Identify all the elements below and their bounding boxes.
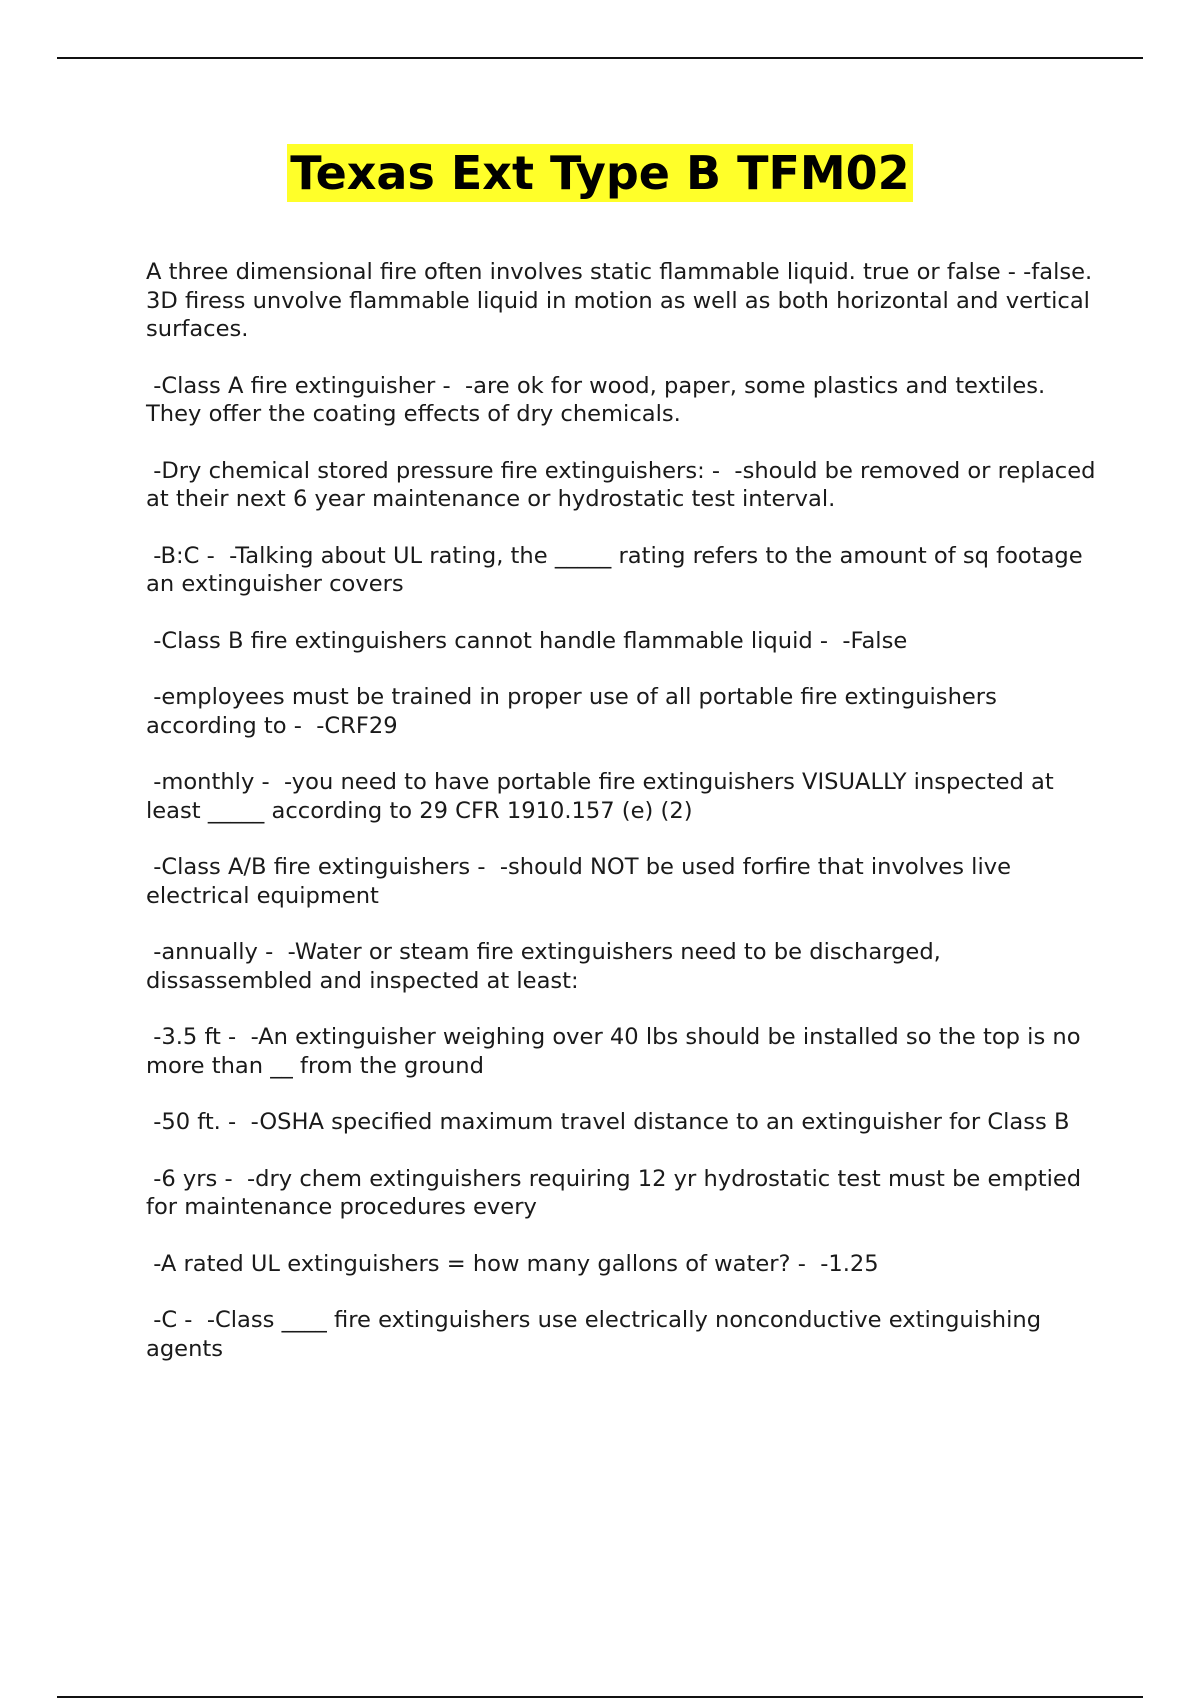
paragraph: -Class B fire extinguishers cannot handle flammable liquid - -False	[146, 627, 908, 654]
paragraph: -50 ft. - -OSHA specified maximum travel distance to an extinguisher for Class B	[146, 1109, 1070, 1135]
top-rule	[57, 57, 1143, 59]
paragraph: -annually - -Water or steam fire extinguishers need to be discharged, dissassembled and inspected at least:	[146, 939, 949, 994]
bottom-rule	[57, 1696, 1143, 1698]
document-body	[146, 258, 1103, 1391]
document-title: Texas Ext Type B TFM02	[287, 144, 912, 202]
paragraph: A three dimensional fire often involves static flammable liquid. true or false - -false. 3D firess unvolve flammable liquid in motion as well as both horizontal and vertical surfaces.	[146, 259, 1100, 342]
paragraph: -3.5 ft - -An extinguisher weighing over 40 lbs should be installed so the top is no more than __ from the ground	[146, 1024, 1088, 1079]
paragraph: -employees must be trained in proper use of all portable fire extinguishers according to - -CRF29	[146, 684, 1005, 739]
paragraph: -6 yrs - -dry chem extinguishers requiring 12 yr hydrostatic test must be emptied for maintenance procedures every	[146, 1165, 1089, 1220]
title-container	[0, 144, 1200, 202]
paragraph: -Class A fire extinguisher - -are ok for wood, paper, some plastics and textiles. They offer the coating effects of dry chemicals.	[146, 372, 1053, 427]
paragraph: -B:C - -Talking about UL rating, the _____ rating refers to the amount of sq footage an extinguisher covers	[146, 542, 1090, 597]
paragraph: -Dry chemical stored pressure fire extinguishers: - -should be removed or replaced at their next 6 year maintenance or hydrostatic test interval.	[146, 457, 1103, 512]
paragraph: -C - -Class ____ fire extinguishers use electrically nonconductive extinguishing agents	[146, 1307, 1049, 1362]
paragraph: -A rated UL extinguishers = how many gallons of water? - -1.25	[146, 1250, 879, 1277]
paragraph: -Class A/B fire extinguishers - -should NOT be used forfire that involves live electrical equipment	[146, 854, 1019, 909]
paragraph: -monthly - -you need to have portable fire extinguishers VISUALLY inspected at least _____ according to 29 CFR 1910.157 (e) (2)	[146, 769, 1061, 824]
